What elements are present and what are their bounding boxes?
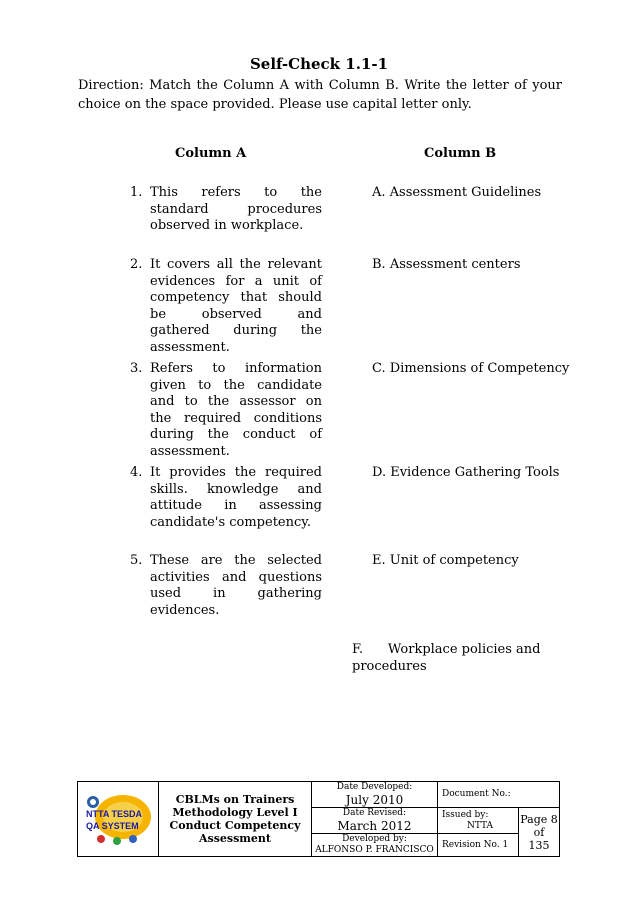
tesda-logo xyxy=(81,787,155,847)
cblm-title xyxy=(159,782,312,857)
choice-c: C. Dimensions of Competency xyxy=(372,361,570,376)
choice-e: E. Unit of competency xyxy=(372,553,519,568)
choice-b: B. Assessment centers xyxy=(372,257,521,272)
question-text: It provides the required skills. knowledge and attitude in assessing candidate's competency. xyxy=(150,465,322,530)
cblm-line: Methodology Level I xyxy=(172,806,298,819)
issued-by-cell xyxy=(438,808,519,834)
choice-a: A. Assessment Guidelines xyxy=(372,185,542,200)
page-number xyxy=(519,808,560,857)
page-line: of xyxy=(533,825,545,839)
developed-by: ALFONSO P. FRANCISCO xyxy=(315,845,434,855)
logo-text-2: QA SYSTEM xyxy=(86,821,139,831)
question-number: 1. xyxy=(130,185,143,200)
page-line: Page 8 xyxy=(520,812,558,826)
issued-by-label: Issued by: xyxy=(442,809,489,820)
date-developed-cell xyxy=(312,782,438,808)
developed-by-cell xyxy=(312,834,438,857)
choice-f: F. Workplace policies and procedures xyxy=(352,642,541,674)
question-text: Refers to information given to the candidate and to the assessor on the required conditions during the conduct of assessment. xyxy=(150,361,322,459)
question-item-2 xyxy=(130,257,322,356)
question-item-3 xyxy=(130,361,322,460)
question-number: 3. xyxy=(130,361,143,376)
page-title: Self-Check 1.1-1 xyxy=(249,55,389,73)
date-developed-label: Date Developed: xyxy=(336,782,413,792)
date-developed: July 2010 xyxy=(345,793,404,807)
logo-text-1: NTTA TESDA xyxy=(86,809,142,819)
issued-by: NTTA xyxy=(466,820,494,831)
question-text: This refers to the standard procedures observed in workplace. xyxy=(150,185,322,233)
cblm-line: CBLMs on Trainers xyxy=(175,793,295,806)
developed-by-label: Developed by: xyxy=(342,834,407,844)
page-line: 135 xyxy=(528,838,550,852)
logo-cell xyxy=(78,782,159,857)
column-a-header: Column A xyxy=(175,146,247,161)
date-revised-label: Date Revised: xyxy=(342,808,407,818)
date-revised: March 2012 xyxy=(337,819,412,833)
column-b-header: Column B xyxy=(424,146,497,161)
question-item-1 xyxy=(130,185,322,235)
choice-d: D. Evidence Gathering Tools xyxy=(372,465,560,480)
direction-text: Direction: Match the Column A with Column B. Write the letter of your choice on the space provided. Please use capital letter only. xyxy=(78,78,562,112)
document-no: Document No.: xyxy=(438,782,560,808)
question-item-5 xyxy=(130,553,322,619)
question-number: 2. xyxy=(130,257,143,272)
question-text: These are the selected activities and questions used in gathering evidences. xyxy=(150,553,322,618)
question-number: 4. xyxy=(130,465,143,480)
document-footer xyxy=(77,781,560,857)
question-number: 5. xyxy=(130,553,143,568)
question-item-4 xyxy=(130,465,322,531)
date-revised-cell xyxy=(312,808,438,834)
revision-number: Revision No. 1 xyxy=(438,834,519,857)
question-text: It covers all the relevant evidences for a unit of competency that should be observed and gathered during the assessment. xyxy=(150,257,322,355)
cblm-line: Assessment xyxy=(198,832,272,845)
cblm-line: Conduct Competency xyxy=(169,819,301,832)
